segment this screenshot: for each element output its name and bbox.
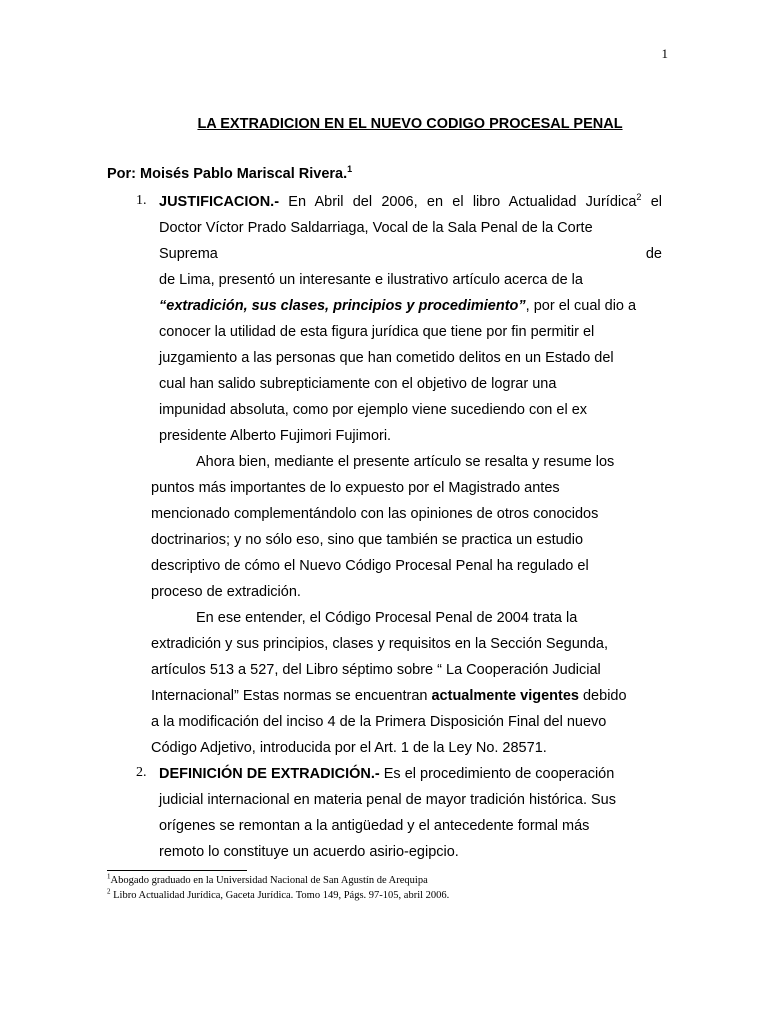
section-2-number: 2. (136, 765, 147, 780)
document-title: LA EXTRADICION EN EL NUEVO CODIGO PROCESAL PENAL (197, 116, 623, 132)
footnote-2: $^2$ Libro Actualidad Jurídica, Gaceta Jurídica. Tomo 149, Págs. 97-105, abril 2006. (107, 887, 450, 901)
paragraph-2-line-6: proceso de extradición. (151, 584, 301, 600)
section-2-line-4: remoto lo constituye un acuerdo asirio-egipcio. (159, 844, 459, 860)
paragraph-3-line-1: En ese entender, el Código Procesal Penal de 2004 trata la (196, 610, 578, 626)
footnote-separator (107, 870, 247, 871)
article-title-quote: “extradición, sus clases, principios y procedimiento” (159, 298, 526, 314)
section-2-line-2: judicial internacional en materia penal de mayor tradición histórica. Sus (159, 792, 616, 808)
section-1-line-7: juzgamiento a las personas que han cometido delitos en un Estado del (159, 350, 614, 366)
paragraph-3-line-6: Código Adjetivo, introducida por el Art. 1 de la Ley No. 28571. (151, 740, 547, 756)
paragraph-2-line-2: puntos más importantes de lo expuesto por el Magistrado antes (151, 480, 560, 496)
section-1-line-3-right: de (645, 246, 662, 262)
paragraph-2-line-3: mencionado complementándolo con las opiniones de otros conocidos (151, 506, 599, 522)
paragraph-2-line-5: descriptivo de cómo el Nuevo Código Procesal Penal ha regulado el (151, 558, 589, 574)
section-1-number: 1. (136, 193, 147, 208)
paragraph-3-line-5: a la modificación del inciso 4 de la Primera Disposición Final del nuevo (151, 714, 607, 730)
emphasis-actualmente-vigentes: actualmente vigentes (431, 688, 579, 704)
paragraph-3-line-2: extradición y sus principios, clases y requisitos en la Sección Segunda, (151, 636, 608, 652)
section-1-line-3-left: Suprema (159, 246, 218, 262)
section-1-line-8: cual han salido subrepticiamente con el objetivo de lograr una (159, 376, 557, 392)
section-1-line-5: “extradición, sus clases, principios y procedimiento”, por el cual dio a (159, 298, 637, 314)
section-2-heading: DEFINICIÓN DE EXTRADICIÓN.- (159, 766, 380, 782)
section-2-line-3: orígenes se remontan a la antigüedad y el antecedente formal más (159, 818, 590, 834)
page-number: 1 (661, 46, 668, 61)
paragraph-2-line-1: Ahora bien, mediante el presente artículo se resalta y resume los (196, 454, 615, 470)
section-2-line-1: DEFINICIÓN DE EXTRADICIÓN.- Es el procedimiento de cooperación (159, 766, 615, 782)
section-1-heading: JUSTIFICACION.- (159, 194, 280, 210)
paragraph-3-line-4: Internacional” Estas normas se encuentran actualmente vigentes debido (151, 688, 627, 704)
paragraph-2-line-4: doctrinarios; y no sólo eso, sino que también se practica un estudio (151, 532, 584, 548)
section-1-line-2: Doctor Víctor Prado Saldarriaga, Vocal de la Sala Penal de la Corte (159, 220, 593, 236)
footnote-1: $^1$Abogado graduado en la Universidad Nacional de San Agustín de Arequipa (107, 872, 428, 886)
author-prefix: Por: (107, 166, 136, 182)
section-1-line-6: conocer la utilidad de esta figura jurídica que tiene por fin permitir el (159, 324, 595, 340)
footnote-ref-2: 2 (636, 192, 642, 203)
author-name: Moisés Pablo Mariscal Rivera. (140, 166, 348, 182)
author-line (107, 166, 352, 182)
section-1-line-9: impunidad absoluta, como por ejemplo viene sucediendo con el ex (159, 402, 588, 418)
section-1-line-10: presidente Alberto Fujimori Fujimori. (159, 428, 392, 444)
paragraph-3-line-3: artículos 513 a 527, del Libro séptimo sobre “ La Cooperación Judicial (151, 662, 601, 678)
section-1-line-4: de Lima, presentó un interesante e ilustrativo artículo acerca de la (159, 272, 583, 288)
footnote-ref-1: 1 (347, 164, 353, 175)
section-1-line-1: JUSTIFICACION.- En Abril del 2006, en el libro Actualidad Jurídica$^2$ el (159, 192, 662, 210)
